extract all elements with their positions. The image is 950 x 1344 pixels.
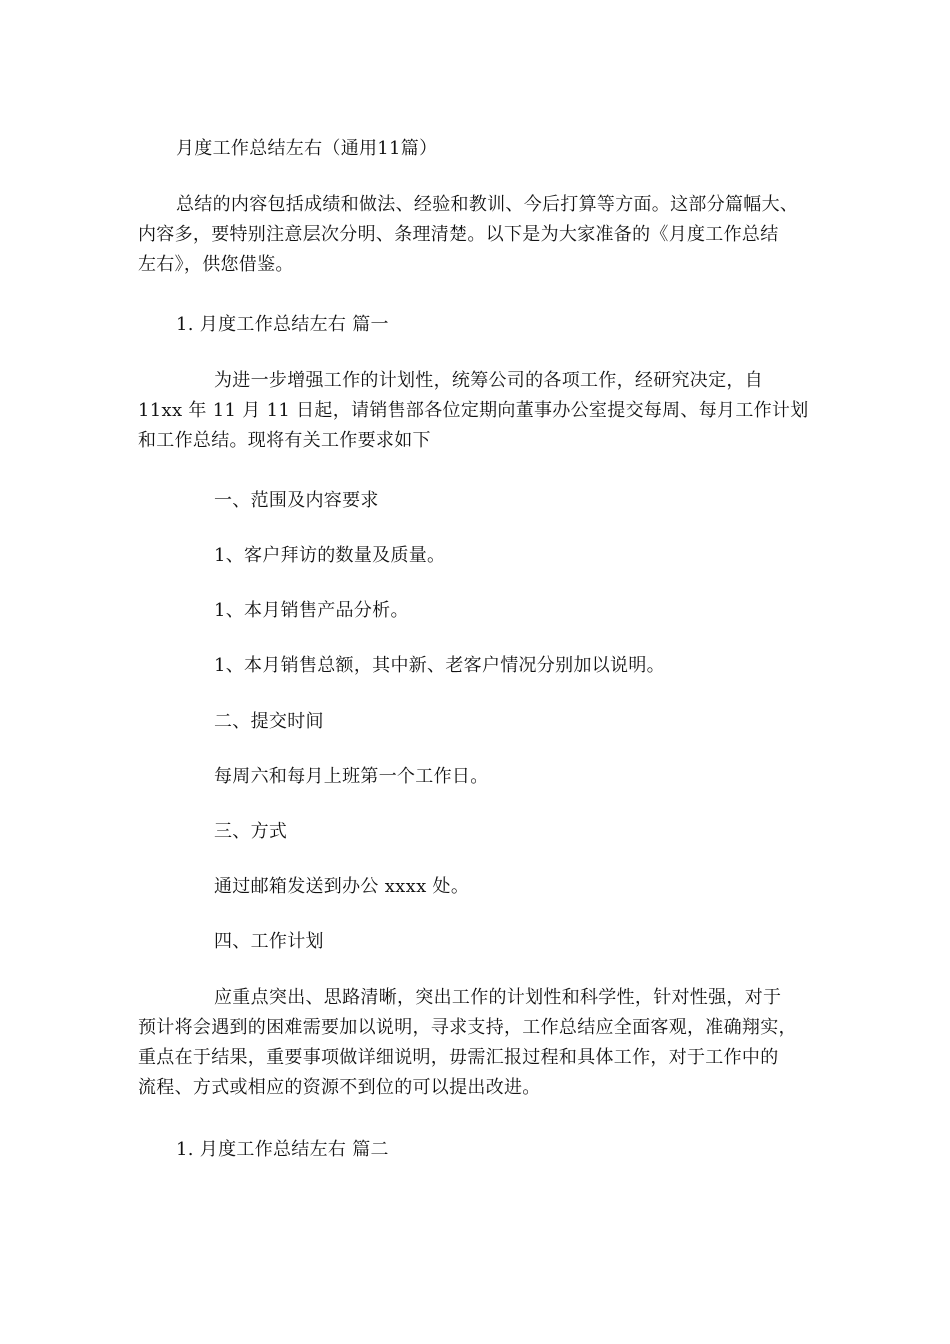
scope-item: 1、本月销售总额，其中新、老客户情况分别加以说明。 (214, 655, 665, 676)
section1-line: 11xx 年 11 月 11 日起，请销售部各位定期向董事办公室提交每周、每月工作计划 (138, 400, 809, 421)
section1-paragraph (138, 366, 809, 456)
plan-heading: 四、工作计划 (214, 931, 324, 952)
document-title: 月度工作总结左右（通用11篇） (176, 138, 438, 159)
scope-item: 1、本月销售产品分析。 (214, 600, 409, 621)
plan-line: 重点在于结果，重要事项做详细说明，毋需汇报过程和具体工作，对于工作中的 (138, 1047, 779, 1068)
time-text: 每周六和每月上班第一个工作日。 (214, 766, 489, 787)
method-text: 通过邮箱发送到办公 xxxx 处。 (214, 876, 470, 897)
method-heading: 三、方式 (214, 821, 288, 842)
intro-line: 内容多，要特别注意层次分明、条理清楚。以下是为大家准备的《月度工作总结 (138, 224, 779, 245)
intro-paragraph (138, 190, 799, 280)
time-heading: 二、提交时间 (214, 711, 324, 732)
intro-line: 左右》，供您借鉴。 (138, 254, 294, 275)
section1-line: 和工作总结。现将有关工作要求如下 (138, 430, 431, 451)
plan-paragraph (138, 983, 797, 1103)
plan-line: 预计将会遇到的困难需要加以说明，寻求支持，工作总结应全面客观，准确翔实， (138, 1017, 797, 1038)
section-heading-1: 1. 月度工作总结左右 篇一 (176, 314, 389, 335)
intro-line: 总结的内容包括成绩和做法、经验和教训、今后打算等方面。这部分篇幅大、 (176, 194, 799, 215)
plan-line: 应重点突出、思路清晰，突出工作的计划性和科学性，针对性强，对于 (214, 987, 782, 1008)
section-heading-2: 1. 月度工作总结左右 篇二 (176, 1139, 389, 1160)
scope-item: 1、客户拜访的数量及质量。 (214, 545, 446, 566)
section1-line: 为进一步增强工作的计划性，统筹公司的各项工作，经研究决定，自 (214, 370, 763, 391)
scope-heading: 一、范围及内容要求 (214, 490, 379, 511)
plan-line: 流程、方式或相应的资源不到位的可以提出改进。 (138, 1077, 541, 1098)
